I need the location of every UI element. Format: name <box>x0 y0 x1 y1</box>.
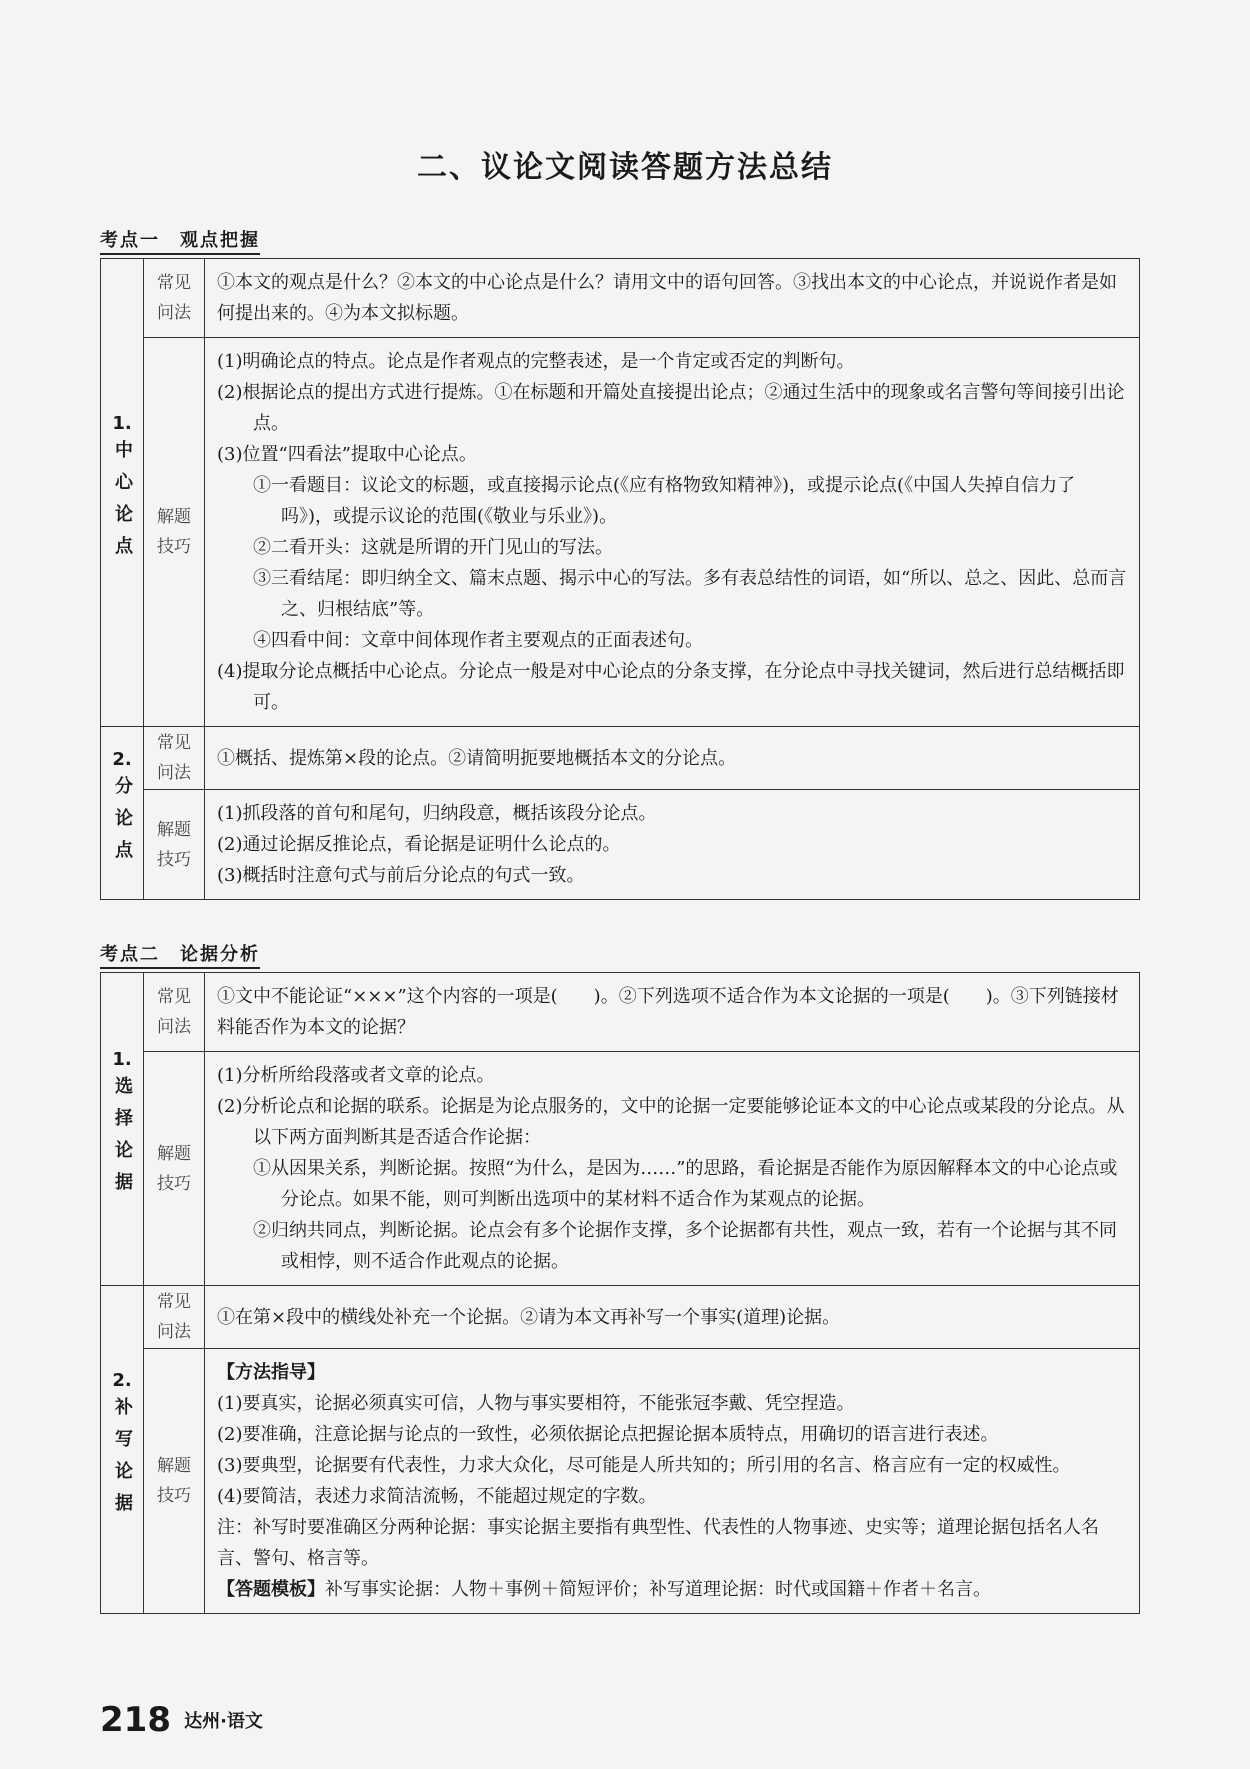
sub-label-ask <box>144 727 205 790</box>
tip-item: (1)抓段落的首句和尾句，归纳段意，概括该段分论点。 <box>217 803 657 824</box>
row-label-text: 分论点 <box>112 776 133 872</box>
sub-label-line: 解题 <box>157 819 191 840</box>
sub-label-line: 常见 <box>157 273 191 293</box>
ask-content <box>205 259 1140 338</box>
method-guide-title: 【方法指导】 <box>217 1362 325 1383</box>
row-label-text: 中心论点 <box>112 439 133 568</box>
row-label-number: 2. <box>112 1369 132 1391</box>
answer-template-label: 【答题模板】 <box>217 1579 325 1600</box>
section-heading-label: 考点一 观点把握 <box>100 230 260 255</box>
sub-label-line: 技巧 <box>157 849 191 870</box>
sub-label-ask <box>144 259 205 338</box>
row-label-text: 选择论据 <box>112 1076 133 1204</box>
tip-item: (3)位置“四看法”提取中心论点。 <box>217 444 477 465</box>
sub-label-tips <box>144 338 205 727</box>
section-heading-viewpoint <box>100 226 260 252</box>
row-label-text: 补写论据 <box>112 1396 133 1525</box>
tips-content <box>205 1349 1140 1614</box>
row-label-number: 1. <box>112 412 132 434</box>
note-text: 注：补写时要准确区分两种论据：事实论据主要指有典型性、代表性的人物事迹、史实等；道理论据包括名人名言、警句、格言等。 <box>217 1517 1099 1569</box>
row-label-supplement-evidence <box>101 1286 144 1614</box>
ask-text: ①本文的观点是什么？②本文的中心论点是什么？请用文中的语句回答。③找出本文的中心论点，并说说作者是如何提出来的。④为本文拟标题。 <box>217 272 1117 324</box>
tips-content <box>205 790 1140 900</box>
book-name: 达州·语文 <box>184 1711 263 1732</box>
sub-label-tips <box>144 790 205 900</box>
sub-label-line: 解题 <box>157 1456 191 1476</box>
page-number: 218 <box>100 1700 171 1740</box>
tip-item: (2)根据论点的提出方式进行提炼。①在标题和开篇处直接提出论点；②通过生活中的现象或名言警句等间接引出论点。 <box>217 382 1125 434</box>
tip-subitem: ①从因果关系，判断论据。按照“为什么，是因为……”的思路，看论据是否能作为原因解释本文的中心论点或分论点。如果不能，则可判断出选项中的某材料不适合作为某观点的论据。 <box>253 1158 1118 1210</box>
sub-label-line: 问法 <box>157 1017 191 1037</box>
section-heading-label: 考点二 论据分析 <box>100 944 260 969</box>
table-row <box>101 790 1140 900</box>
table-row <box>101 1052 1140 1286</box>
sub-label-line: 技巧 <box>157 1173 191 1194</box>
ask-text: ①概括、提炼第×段的论点。②请简明扼要地概括本文的分论点。 <box>217 747 737 769</box>
table-row <box>101 338 1140 727</box>
tip-item: (4)提取分论点概括中心论点。分论点一般是对中心论点的分条支撑，在分论点中寻找关键词，然后进行总结概括即可。 <box>217 661 1125 713</box>
table-row <box>101 1349 1140 1614</box>
row-label-sub-argument <box>101 727 144 900</box>
tips-content <box>205 338 1140 727</box>
sub-label-line: 常见 <box>157 733 191 753</box>
tip-subitem: ②归纳共同点，判断论据。论点会有多个论据作支撑，多个论据都有共性，观点一致，若有一个论据与其不同或相悖，则不适合作此观点的论据。 <box>253 1220 1117 1272</box>
tip-subitem: ①一看题目：议论文的标题，或直接揭示论点(《应有格物致知精神》)，或提示论点(《中国人失掉自信力了吗》)，或提示议论的范围(《敬业与乐业》)。 <box>253 475 1076 527</box>
sub-label-tips <box>144 1052 205 1286</box>
ask-text: ①在第×段中的横线处补充一个论据。②请为本文再补写一个事实(道理)论据。 <box>217 1306 841 1328</box>
sub-label-line: 解题 <box>157 507 191 527</box>
table-row <box>101 259 1140 338</box>
row-label-central-argument <box>101 259 144 727</box>
tip-item: (1)明确论点的特点。论点是作者观点的完整表述，是一个肯定或否定的判断句。 <box>217 351 855 372</box>
sub-label-line: 常见 <box>157 987 191 1007</box>
evidence-table <box>100 972 1140 1614</box>
sub-label-tips <box>144 1349 205 1614</box>
tip-item: (4)要简洁，表述力求简洁流畅，不能超过规定的字数。 <box>217 1486 657 1507</box>
sub-label-line: 问法 <box>157 1322 191 1342</box>
tip-subitem: ③三看结尾：即归纳全文、篇末点题、揭示中心的写法。多有表总结性的词语，如“所以、总之、因此、总而言之、归根结底”等。 <box>253 568 1127 620</box>
sub-label-line: 问法 <box>157 763 191 783</box>
sub-label-line: 常见 <box>157 1292 191 1312</box>
sub-label-ask <box>144 1286 205 1349</box>
table-row <box>101 973 1140 1052</box>
answer-template-text: 补写事实论据：人物＋事例＋简短评价；补写道理论据：时代或国籍＋作者＋名言。 <box>325 1579 991 1600</box>
tip-subitem: ②二看开头：这就是所谓的开门见山的写法。 <box>253 537 613 558</box>
tip-item: (1)要真实，论据必须真实可信，人物与事实要相符，不能张冠李戴、凭空捏造。 <box>217 1393 855 1414</box>
tip-item: (3)概括时注意句式与前后分论点的句式一致。 <box>217 865 585 886</box>
sub-label-line: 解题 <box>157 1143 191 1164</box>
page-title: 二、议论文阅读答题方法总结 <box>417 150 833 185</box>
row-label-number: 2. <box>112 749 132 770</box>
sub-label-line: 技巧 <box>157 1486 191 1506</box>
row-label-number: 1. <box>112 1049 132 1070</box>
tip-subitem: ④四看中间：文章中间体现作者主要观点的正面表述句。 <box>253 630 703 651</box>
ask-content <box>205 973 1140 1052</box>
answer-template <box>217 1574 1127 1605</box>
tip-item: (2)要准确，注意论据与论点的一致性，必须依据论点把握论据本质特点，用确切的语言进行表述。 <box>217 1424 999 1445</box>
row-label-select-evidence <box>101 973 144 1286</box>
table-row <box>101 1286 1140 1349</box>
sub-label-ask <box>144 973 205 1052</box>
page-footer <box>100 1700 263 1740</box>
sub-label-line: 技巧 <box>157 537 191 557</box>
sub-label-line: 问法 <box>157 303 191 323</box>
tip-item: (2)分析论点和论据的联系。论据是为论点服务的，文中的论据一定要能够论证本文的中心论点或某段的分论点。从以下两方面判断其是否适合作论据： <box>217 1096 1125 1148</box>
ask-content <box>205 727 1140 790</box>
section-heading-evidence <box>100 940 260 966</box>
tips-content <box>205 1052 1140 1286</box>
viewpoint-table <box>100 258 1140 900</box>
tip-item: (1)分析所给段落或者文章的论点。 <box>217 1065 495 1086</box>
tip-item: (3)要典型，论据要有代表性，力求大众化，尽可能是人所共知的；所引用的名言、格言应有一定的权威性。 <box>217 1455 1071 1476</box>
table-row <box>101 727 1140 790</box>
ask-content <box>205 1286 1140 1349</box>
tip-item: (2)通过论据反推论点，看论据是证明什么论点的。 <box>217 834 621 855</box>
ask-text: ①文中不能论证“×××”这个内容的一项是( )。②下列选项不适合作为本文论据的一项是( )。③下列链接材料能否作为本文的论据？ <box>217 986 1119 1038</box>
